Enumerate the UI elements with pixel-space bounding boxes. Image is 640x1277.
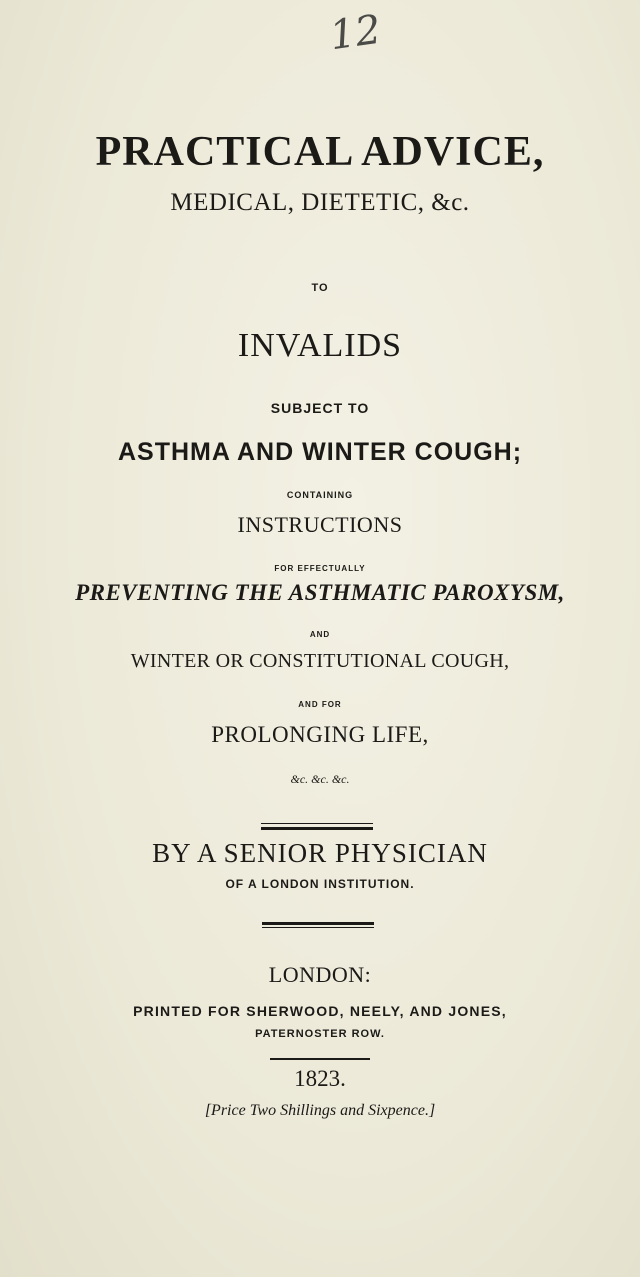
- instructions-heading: INSTRUCTIONS: [237, 512, 403, 537]
- connector-for-effectually: FOR EFFECTUALLY: [274, 564, 366, 573]
- prolonging-line: PROLONGING LIFE,: [211, 722, 429, 747]
- divider-rule-thick: [261, 827, 373, 830]
- divider-rule-thin: [262, 927, 374, 928]
- subtitle: MEDICAL, DIETETIC, &c.: [170, 189, 470, 216]
- author-line: BY A SENIOR PHYSICIAN: [152, 838, 488, 868]
- connector-and: AND: [309, 630, 331, 639]
- audience-heading: INVALIDS: [237, 327, 403, 364]
- preventing-line: PREVENTING THE ASTHMATIC PAROXYSM,: [75, 580, 565, 605]
- divider-rule-thick: [262, 922, 374, 925]
- main-title: PRACTICAL ADVICE,: [95, 129, 545, 175]
- winter-cough-line: WINTER OR CONSTITUTIONAL COUGH,: [130, 650, 510, 672]
- etcetera-line: &c. &c. &c.: [290, 772, 350, 786]
- divider-rule: [270, 1058, 370, 1060]
- institution-line: OF A LONDON INSTITUTION.: [225, 877, 415, 891]
- connector-subject-to: SUBJECT TO: [270, 400, 370, 416]
- price-note: [Price Two Shillings and Sixpence.]: [204, 1102, 436, 1119]
- connector-containing: CONTAINING: [286, 490, 354, 500]
- connector-to: TO: [311, 282, 329, 294]
- imprint-printer: PRINTED FOR SHERWOOD, NEELY, AND JONES,: [133, 1003, 507, 1019]
- condition-heading: ASTHMA AND WINTER COUGH;: [117, 438, 523, 466]
- handwritten-shelf-mark: 12: [327, 6, 384, 60]
- imprint-place: LONDON:: [268, 962, 372, 987]
- imprint-address: PATERNOSTER ROW.: [255, 1028, 385, 1040]
- connector-and-for: AND FOR: [298, 700, 342, 709]
- divider-rule-thin: [261, 823, 373, 824]
- imprint-year: 1823.: [294, 1066, 346, 1091]
